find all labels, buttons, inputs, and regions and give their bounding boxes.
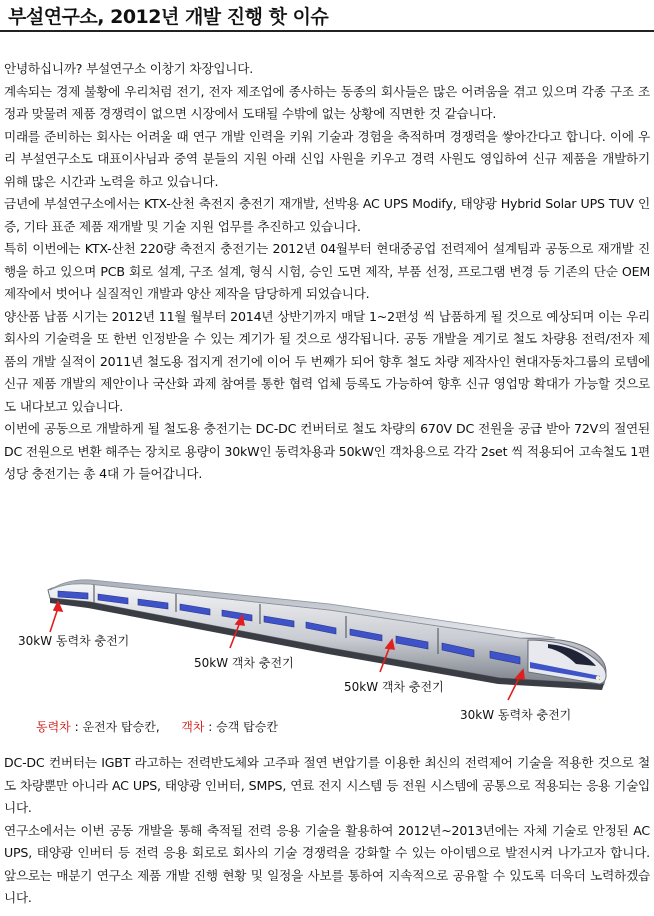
figure-legend [36, 718, 278, 735]
legend-text-power-car: : 운전자 탑승칸, [70, 720, 160, 734]
headlight [596, 676, 600, 680]
callout-power-car-front: 30kW 동력차 충전기 [18, 634, 130, 648]
legend-text-passenger-car: : 승객 탑승칸 [204, 720, 278, 734]
paragraph: 이번에 공동으로 개발하게 될 철도용 충전기는 DC-DC 컨버터로 철도 차량의 670V DC 전원을 공급 받아 72V의 절연된 DC 전원으로 변환 해주는 장치로 용량이 30kW인 동력차용과 50kW인 객차용으로 각각 2set 씩 적용되어 고속철도 1편성당 충전기는 총 4대 가 들어갑니다. [4, 421, 651, 481]
article-body-top [4, 58, 650, 486]
callout-passenger-car-2: 50kW 객차 충전기 [344, 680, 444, 694]
paragraph: 금년에 부설연구소에서는 KTX-산천 축전지 충전기 재개발, 선박용 AC UPS Modify, 태양광 Hybrid Solar UPS TUV 인증, 기타 표준 제품 재개발 및 기술 지원 업무를 추진하고 있습니다. [4, 196, 650, 234]
article-body-bottom [4, 752, 650, 910]
callout-passenger-car-1: 50kW 객차 충전기 [194, 656, 294, 670]
paragraph: 양산품 납품 시기는 2012년 11월 월부터 2014년 상반기까지 매달 1~2편성 씩 납품하게 될 것으로 예상되며 이는 우리 회사의 기술력을 또 한번 인정받을 수 있는 계기가 될 것으로 생각됩니다. 공동 개발을 계기로 철도 차량용 전력/전자 제품의 개발 실적이 2011년 철도용 접지게 전기에 이어 두 번째가 되어 향후 철도 차량 제작사인 현대자동차그룹의 로템에 신규 제품 개발의 제안이나 국산화 과제 참여를 통한 협력 업체 등록도 가능하여 향후 신규 영업망 확대가 가능할 것으로도 내다보고 있습니다. [4, 308, 650, 414]
paragraph: 연구소에서는 이번 공동 개발을 통해 축적될 전력 응용 기술을 활용하여 2012년~2013년에는 자체 기술로 안정된 AC UPS, 태양광 인버터 등 전력 응용 회로로 회사의 기술 경쟁력을 강화할 수 있는 아이템으로 발전시켜 나가고자 합니다. 앞으로는 매분기 연구소 제품 개발 진행 현황 및 일정을 사보를 통하여 지속적으로 공유할 수 있도록 더욱더 노력하겠습니다. [4, 822, 650, 905]
paragraph: 특히 이번에는 KTX-산천 220량 축전지 충전기는 2012년 04월부터 현대중공업 전력제어 설계팀과 공동으로 재개발 진행을 하고 있으며 PCB 회로 설계, 구조 설계, 형식 시험, 승인 도면 제작, 부품 선정, 프로그램 변경 등 기존의 단순 OEM 제작에서 벗어나 실질적인 개발과 양산 제작을 담당하게 되었습니다. [4, 241, 650, 301]
legend-key-passenger-car: 객차 [181, 720, 205, 734]
legend-key-power-car: 동력차 [36, 720, 71, 734]
paragraph: 계속되는 경제 불황에 우리처럼 전기, 전자 제조업에 종사하는 동종의 회사들은 많은 어려움을 겪고 있으며 각종 구조 조정과 맞물려 제품 경쟁력이 없으면 시장에서 도태될 수밖에 없는 상황에 직면한 것 같습니다. [4, 83, 650, 121]
article-title: 부설연구소, 2012년 개발 진행 핫 이슈 [8, 6, 329, 28]
callout-power-car-rear: 30kW 동력차 충전기 [460, 708, 572, 722]
greeting-paragraph: 안녕하십니까? 부설연구소 이창기 차장입니다. [4, 61, 254, 76]
title-underline [0, 30, 654, 32]
paragraph: 미래를 준비하는 회사는 어려울 때 연구 개발 인력을 키워 기술과 경험을 축적하며 경쟁력을 쌓아간다고 합니다. 이에 우리 부설연구소도 대표이사님과 중역 분들의 지원 아래 신입 사원을 키우고 경력 사원도 영입하여 신규 제품을 개발하기 위해 많은 시간과 노력을 하고 있습니다. [4, 128, 650, 189]
paragraph: DC-DC 컨버터는 IGBT 라고하는 전력반도체와 고주파 절연 변압기를 이용한 최신의 전력제어 기술을 적용한 것으로 철도 차량뿐만 아니라 AC UPS, 태양광 인버터, SMPS, 연료 전지 시스템 등 전원 시스템에 공통으로 적용되는 응용 기술입니다. [4, 755, 650, 815]
